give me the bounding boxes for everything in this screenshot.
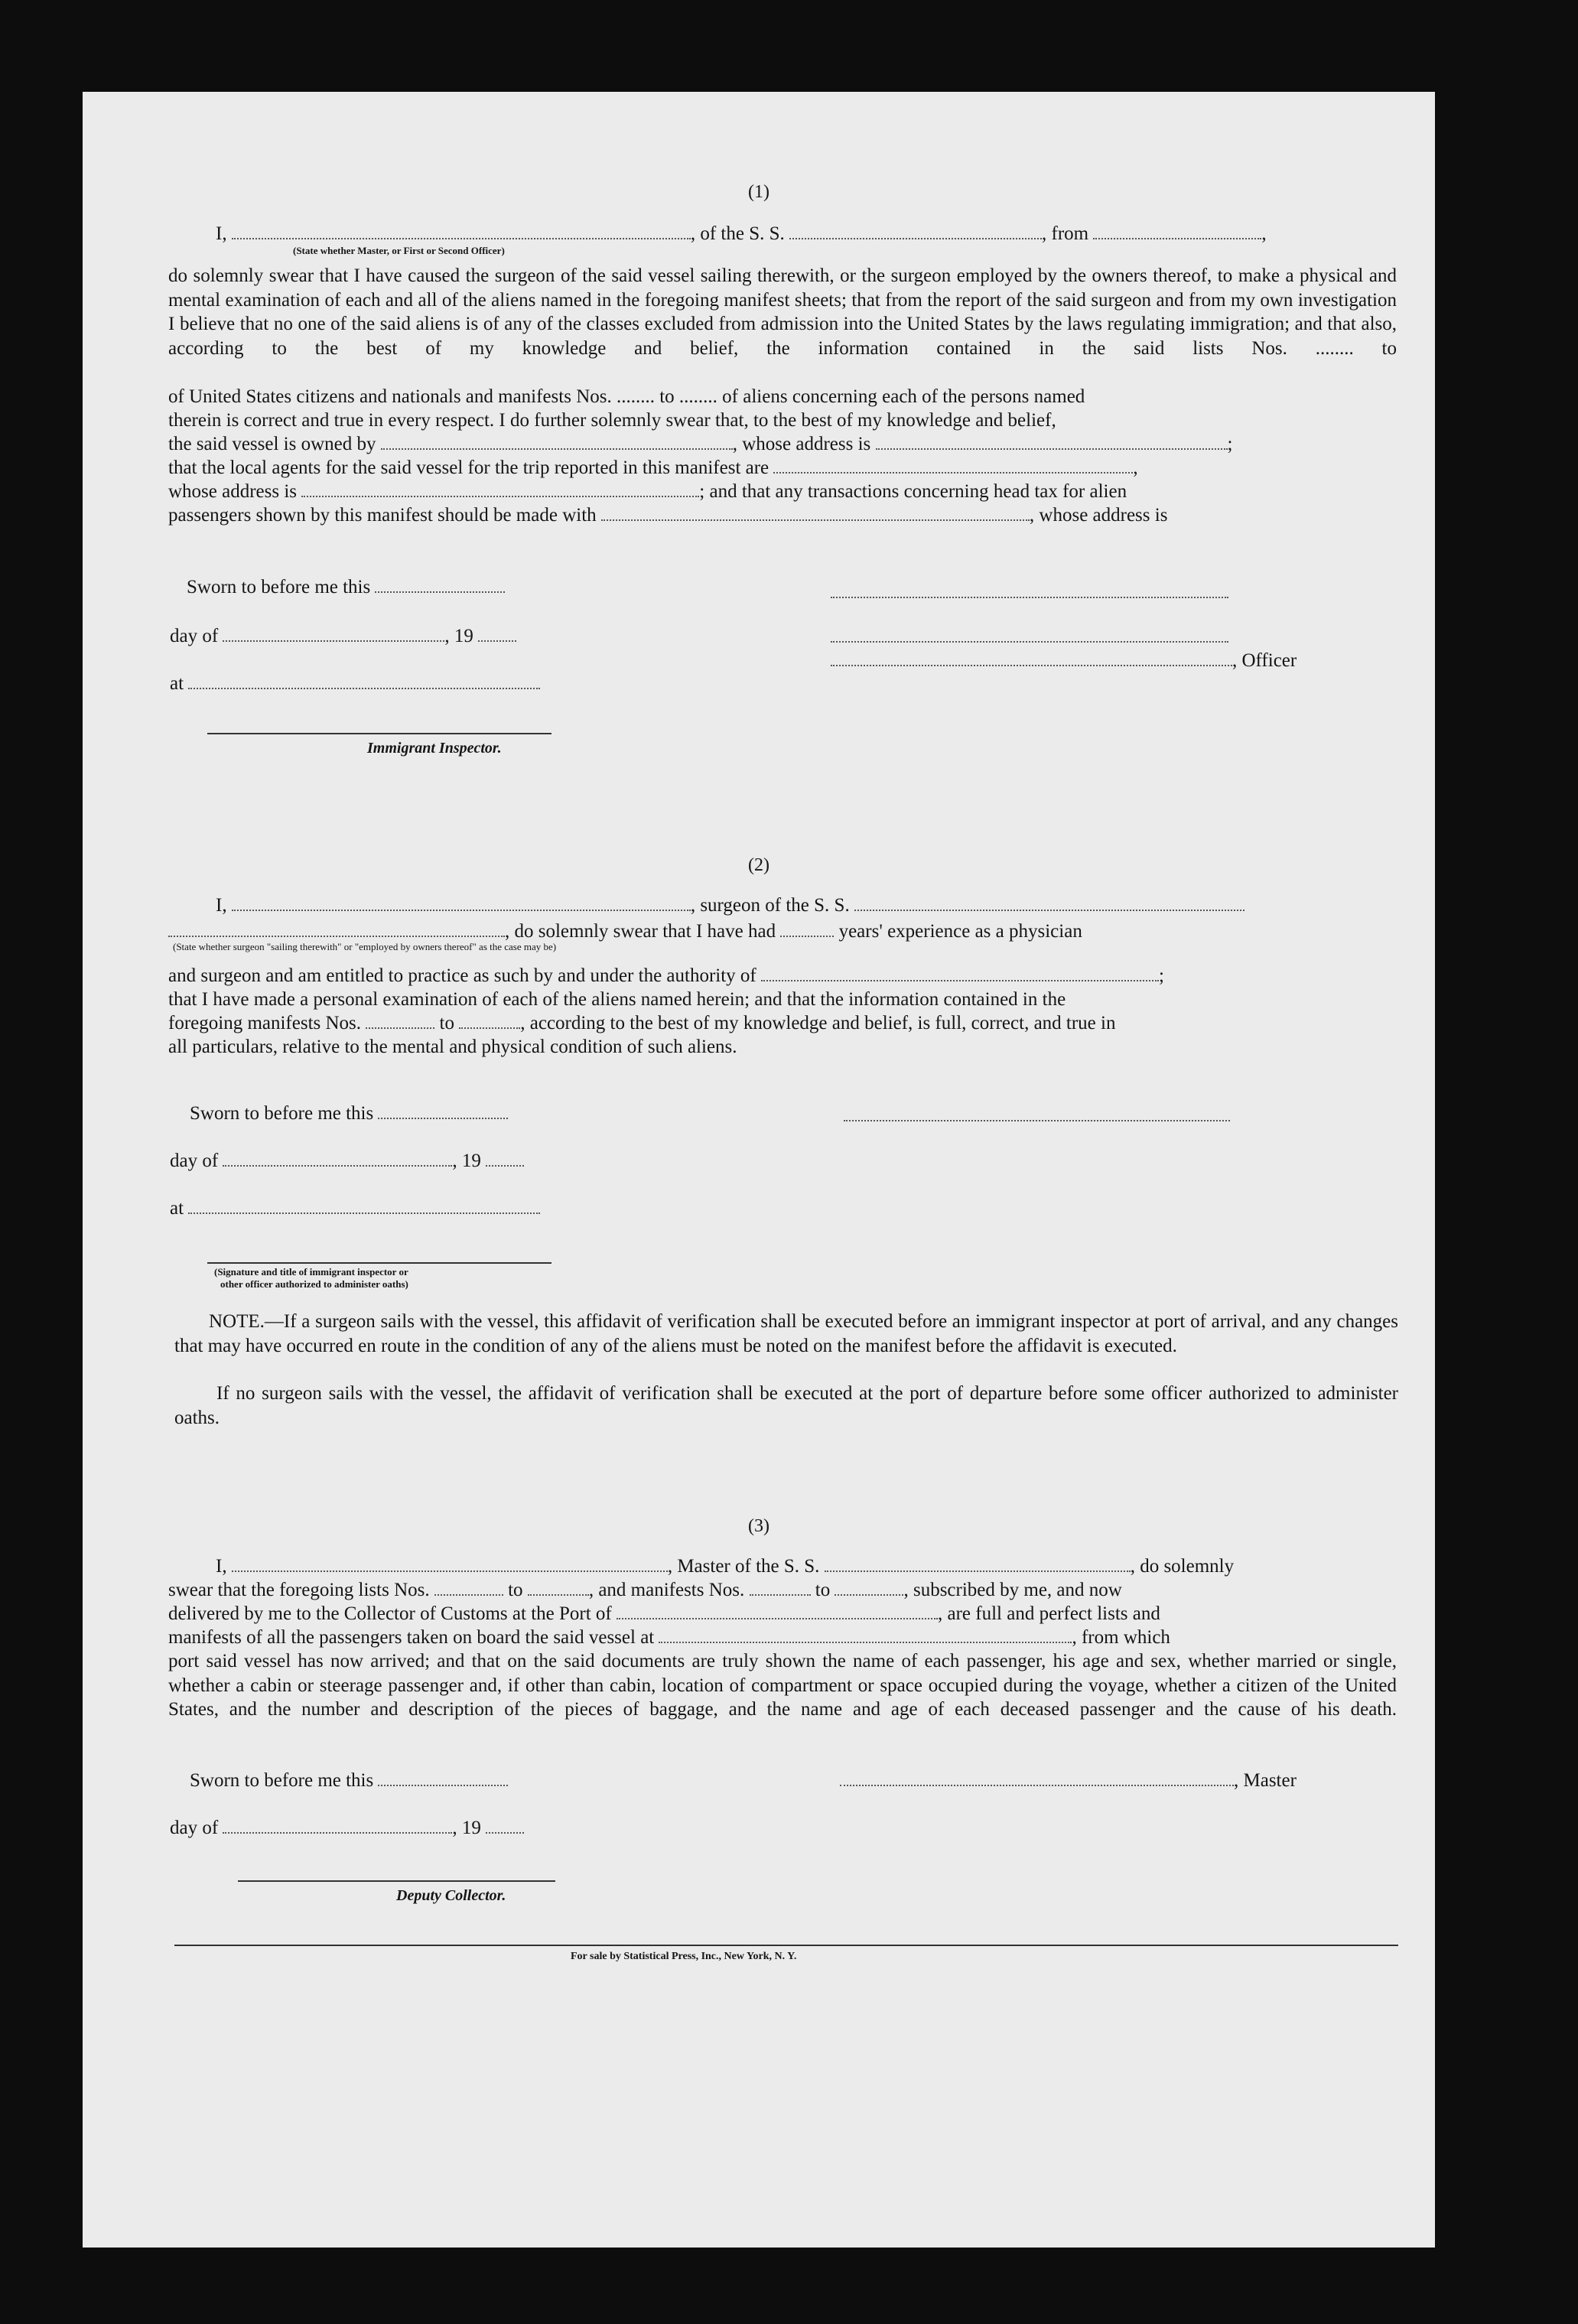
section-2-number: (2) [748, 855, 769, 875]
section-2-signature-line [844, 1120, 1230, 1121]
section-2-line-1: I, , surgeon of the S. S. [216, 893, 1245, 917]
section-1-day-of: day of , 19 [170, 624, 516, 648]
section-3-sworn: Sworn to before me this [190, 1769, 508, 1792]
footer-rule [174, 1945, 1398, 1946]
section-1-number: (1) [748, 182, 769, 202]
section-1-line-11: whose address is ; and that any transactions concerning head tax for alien [168, 481, 1127, 502]
section-2-line-5: foregoing manifests Nos. to , according to the best of my knowledge and belief, is full, correct, and true in [168, 1013, 1116, 1033]
section-3-line-1: I, , Master of the S. S. , do solemnly [216, 1556, 1235, 1577]
section-1-inspector-signature-line [207, 733, 551, 734]
section-1-sworn: Sworn to before me this [187, 575, 505, 599]
manifest-back-page [83, 92, 1435, 2248]
section-1-line-8: therein is correct and true in every respect. I do further solemnly swear that, to the best of my knowledge and belief, [168, 410, 1056, 431]
section-1-line-1: I, , of the S. S. , from , [216, 223, 1267, 244]
section-1-inspector-label: Immigrant Inspector. [367, 740, 502, 757]
section-2-sworn: Sworn to before me this [190, 1102, 508, 1125]
printer-footer: For sale by Statistical Press, Inc., New York, N. Y. [571, 1951, 797, 1962]
section-3-collector-label: Deputy Collector. [396, 1887, 506, 1904]
section-1-line-10: that the local agents for the said vessel for the trip reported in this manifest are , [168, 457, 1138, 478]
section-3-line-4: manifests of all the passengers taken on board the said vessel at , from which [168, 1627, 1170, 1648]
section-2-surgeon-caption: (State whether surgeon "sailing therewith" or "employed by owners thereof" as the case may be) [173, 941, 557, 952]
section-1-at: at [170, 672, 540, 695]
section-2-note-2: If no surgeon sails with the vessel, the affidavit of verification shall be executed at the port of departure before some officer authorized to administer oaths. [174, 1383, 1398, 1428]
section-2-signature-caption-2: other officer authorized to administer oaths) [220, 1278, 408, 1290]
section-1-oath-body: do solemnly swear that I have caused the surgeon of the said vessel sailing therewith, or the surgeon employed by the owners thereof, to make a physical and mental examination of each and all of the aliens named in the foregoing manifest sheets; that from the report of the said surgeon and from my own investigation I believe that no one of the said aliens is of any of the classes excluded from admission into the United States by the laws regulating immigration; and that also, according to the best of my knowledge and belief, the information contained in the said lists Nos. ........ to [168, 265, 1397, 359]
section-3-line-2: swear that the foregoing lists Nos. to , and manifests Nos. to , subscribed by me, and now [168, 1580, 1122, 1600]
section-2-line-2: , do solemnly swear that I have had years' experience as a physician [168, 920, 1082, 943]
section-1-line-7: of United States citizens and nationals and manifests Nos. ........ to ........ of aliens concerning each of the persons named [168, 386, 1085, 407]
section-3-master-line: , Master [840, 1769, 1297, 1792]
section-2-line-6: all particulars, relative to the mental and physical condition of such aliens. [168, 1037, 737, 1057]
section-1-officer-caption: (State whether Master, or First or Second Officer) [293, 245, 505, 256]
section-1-officer-line-1 [831, 597, 1228, 598]
section-2-inspector-signature-line [207, 1262, 551, 1264]
section-2-note-1: NOTE.—If a surgeon sails with the vessel, this affidavit of verification shall be executed before an immigrant inspector at port of arrival, and any changes that may have occurred en route in the condition of any of the aliens must be noted on the manifest before the affidavit is executed. [174, 1311, 1398, 1356]
section-3-collector-signature-line [238, 1880, 555, 1882]
section-3-line-3: delivered by me to the Collector of Customs at the Port of , are full and perfect lists and [168, 1603, 1160, 1624]
section-2-signature-caption-1: (Signature and title of immigrant inspector or [214, 1266, 408, 1278]
section-2-day-of: day of , 19 [170, 1149, 524, 1173]
section-2-line-4: that I have made a personal examination of each of the aliens named herein; and that the information contained in the [168, 989, 1066, 1010]
bleed-through-text [886, 535, 896, 556]
section-3-number: (3) [748, 1516, 769, 1536]
section-1-line-12: passengers shown by this manifest should be made with , whose address is [168, 505, 1168, 526]
section-1-officer-line: , Officer [831, 649, 1297, 672]
section-3-oath-body: port said vessel has now arrived; and that on the said documents are truly shown the name of each passenger, his age and sex, whether married or single, whether a cabin or steerage passenger and, if other than cabin, location of compartment or space occupied during the voyage, whether a citizen of the United States, and the number and description of the pieces of baggage, and the name and age of each deceased passenger and the cause of his death. [168, 1651, 1397, 1720]
section-3-day-of: day of , 19 [170, 1816, 524, 1840]
section-2-at: at [170, 1196, 540, 1220]
section-1-line-9: the said vessel is owned by , whose address is ; [168, 434, 1233, 454]
section-2-line-3: and surgeon and am entitled to practice as such by and under the authority of ; [168, 965, 1164, 986]
section-1-officer-line-2 [831, 641, 1228, 643]
